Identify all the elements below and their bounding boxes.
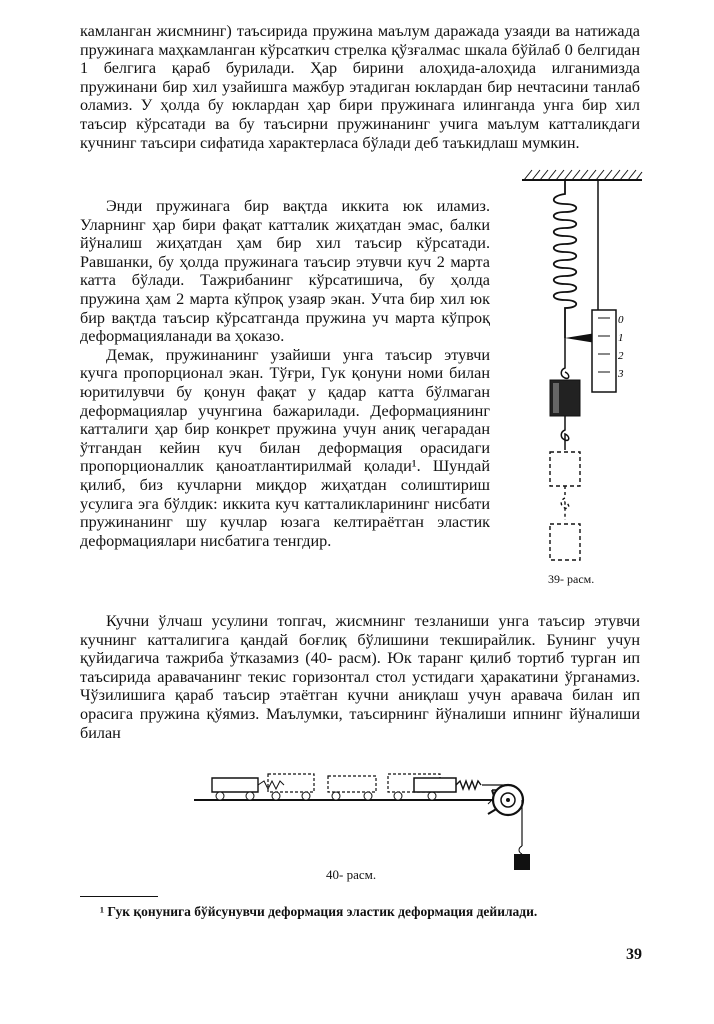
ceiling-hatching [522,170,642,180]
scale-label-3: 3 [618,368,624,380]
scale-label-0: 0 [618,314,624,326]
left-column [80,197,490,550]
cart-position-3 [328,776,376,792]
footnote: ¹ Гук қонунига бўйсунувчи деформация эластик деформация дейилади. [100,904,538,919]
paragraph-two: Энди пружинага бир вақтда иккита юк иламиз. Уларнинг ҳар бири фақат катталик жиҳатдан эмас, балки йўналиш жиҳатдан ҳам бир хил таъсир кўрсатади. Равшанки, бу ҳолда пружинага таъсир этувчи куч 2 марта катта бўлади. Тажрибанинг кўрсатишича, бу ҳолда пружина ҳам 2 марта кўпроқ узаяр экан. Учта бир хил юк бир вақтда таъсир кўрсатганда пружина уч марта кўпроқ деформацияланади ва ҳоказо. [80,197,490,346]
dashed-weight-2 [550,524,580,560]
scale-plate [592,310,616,392]
dashed-weight-1 [550,452,580,486]
page-number: 39 [626,946,642,963]
cart-position-2 [268,774,314,792]
scale-label-2: 2 [618,350,624,362]
paragraph-four: Кучни ўлчаш усулини топгач, жисмнинг тезланиши унга таъсир этувчи кучнинг катталигига қандай боғлиқ бўлишини текширайлик. Бунинг учун қуйидагича тажриба ўтказамиз (40- расм). Юк таранг қилиб тортиб турган ип таъсирида аравачанинг текис горизонтал стол устидаги ҳаракатини ўрганамиз. Чўзилишига қараб таъсир этаётган кучни аниқлаш учун аравача билан ип орасига пружина қўямиз. Маълумки, таъсирнинг йўналиши ипнинг йўналиши билан [80,612,640,742]
figure-39-caption: 39- расм. [548,572,595,586]
footnote-rule [80,896,158,897]
figure-40-caption: 40- расм. [326,867,377,882]
cart-final [414,778,456,792]
figure-39-spring-diagram [520,168,650,598]
top-paragraph: камланган жисмнинг) таъсирида пружина маълум даражада узаяди ва натижада пружинага маҳкамланган кўрсаткич стрелка қўзғалмас шкала бўйлаб 0 белгидан 1 белгига қараб бурилади. Ҳар бирини алоҳида-алоҳида илганимизда пружинани бир хил узайишга мажбур этадиган юклардан бир нечтасини танлаб оламиз. У ҳолда бу юклардан ҳар бири пружинага илинганда унга бир хил таъсир кўрсатади ва бу таъсирни пружинанинг учига маълум катталикдаги кучнинг таъсири сифатида характерласа бўлади деб таъкидлаш мумкин. [80,22,640,152]
scale-label-1: 1 [618,332,624,344]
cart-position-1 [212,778,258,792]
paragraph-three: Демак, пружинанинг узайиши унга таъсир этувчи кучга пропорционал экан. Тўғри, Гук қонуни номи билан юритилувчи бу қонун фақат у қадар катта бўлмаган деформациялар учунгина бажарилади. Деформациянинг катталиги ҳар бир конкрет пружина учун аниқ чегарадан ўтгандан кейин куч билан деформация орасидаги пропорционаллик қаноатлантирилмай қолади¹. Шундай қилиб, биз кучларни миқдор жиҳатдан солиштириш усулига эга бўлдик: иккита куч катталикларининг нисбати пружинанинг шу кучлар юзага келтираётган эластик деформациялари нисбатига тенгдир. [80,345,490,550]
spring-coil [554,180,577,338]
cart-spring [456,781,481,789]
hanging-weight [514,854,530,870]
lower-text-block [80,612,640,742]
